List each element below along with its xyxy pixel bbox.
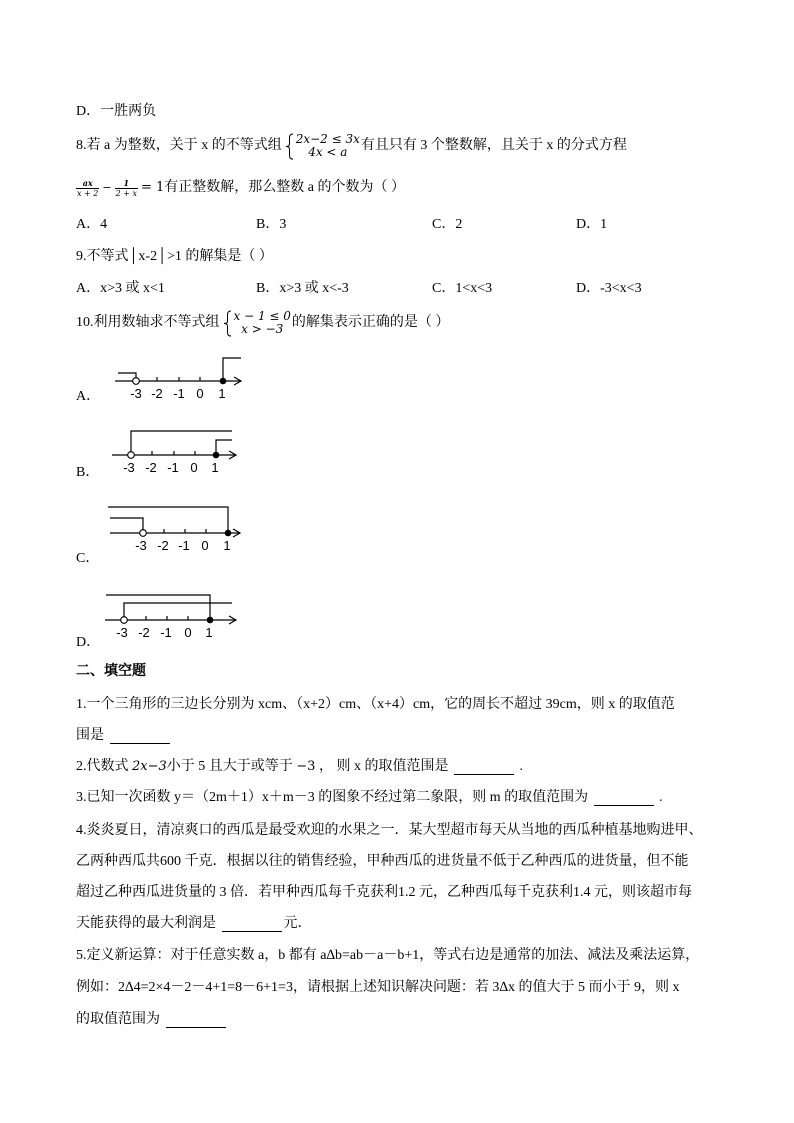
unit-text: 元． bbox=[283, 916, 312, 931]
system-line: x > −3 bbox=[241, 322, 284, 336]
tick-label: -1 bbox=[160, 625, 172, 640]
fill-q5-line3 bbox=[76, 1010, 228, 1030]
question-text: 3.已知一次函数 y＝（2m＋1）x＋m－3 的图象不经过第二象限，则 m 的取值范围为 bbox=[76, 790, 592, 805]
q10-tail-text: 的解集表示正确的是（ ） bbox=[291, 315, 450, 330]
solution-ray bbox=[216, 440, 232, 452]
fill-q3 bbox=[76, 788, 663, 808]
q9-stem bbox=[76, 247, 273, 267]
q8-inequality-system bbox=[296, 133, 360, 159]
open-endpoint bbox=[121, 617, 128, 624]
tick-label: -1 bbox=[167, 460, 179, 475]
tick-label: -1 bbox=[178, 538, 190, 553]
question-text: 的取值范围为 bbox=[76, 1012, 164, 1027]
fraction-numerator: 1 bbox=[123, 177, 130, 188]
tick-label: 1 bbox=[211, 460, 219, 475]
tick-label: 0 bbox=[196, 386, 204, 401]
fraction-denominator: x + 2 bbox=[77, 188, 99, 198]
q10-option-a-letter: A． bbox=[76, 389, 101, 404]
solution-ray bbox=[124, 603, 232, 617]
question-text: 4.炎炎夏日，清凉爽口的西瓜是最受欢迎的水果之一．某大型超市每天从当地的西瓜种植基地购进甲、 bbox=[76, 823, 703, 838]
fill-q1-line2 bbox=[76, 726, 172, 746]
solution-ray bbox=[110, 518, 143, 530]
fill-q4-line1 bbox=[76, 821, 703, 841]
q10-stem bbox=[76, 309, 449, 337]
system-line: 2x−2 ≤ 3x bbox=[295, 132, 360, 146]
q10-inequality-system bbox=[234, 310, 291, 336]
math-expression: 2x−3 bbox=[132, 759, 167, 774]
tick-label: -2 bbox=[138, 625, 150, 640]
question-text: ， 则 x 的取值范围是 bbox=[315, 759, 452, 774]
q9-option-a: A．x>3 或 x<1 bbox=[76, 281, 165, 296]
fill-q4-line2 bbox=[76, 852, 689, 872]
question-text: 2.代数式 bbox=[76, 759, 132, 774]
q10-option-c-letter: C． bbox=[76, 551, 100, 566]
fraction-denominator: 2 + x bbox=[115, 188, 137, 198]
tick-label: -3 bbox=[135, 538, 147, 553]
solution-ray bbox=[118, 373, 136, 378]
fraction-numerator: ax bbox=[82, 177, 93, 188]
option-text: D．一胜两负 bbox=[76, 104, 157, 119]
q8-after-system-text: 有且只有 3 个整数解，且关于 x 的分式方程 bbox=[360, 138, 627, 153]
q9-option-b: B．x>3 或 x<-3 bbox=[256, 281, 349, 296]
tick-label: -3 bbox=[130, 386, 142, 401]
q9-option-c: C．1<x<3 bbox=[432, 281, 493, 296]
equals-one: = 1 bbox=[141, 180, 165, 195]
tick-label: 0 bbox=[184, 625, 192, 640]
fill-q2 bbox=[76, 757, 523, 777]
answer-blank bbox=[110, 729, 170, 744]
tick-label: -1 bbox=[173, 386, 185, 401]
open-endpoint bbox=[140, 530, 147, 537]
q8-stem-line2 bbox=[76, 174, 405, 202]
system-brace bbox=[285, 133, 294, 160]
q8-option-c: C．2 bbox=[432, 217, 463, 232]
system-line: 4x < a bbox=[308, 145, 348, 159]
tick-label: 0 bbox=[201, 538, 209, 553]
q10-intro-text: 10.利用数轴求不等式组 bbox=[76, 315, 220, 330]
q9-option-d: D．-3<x<3 bbox=[576, 281, 642, 296]
question-text: 天能获得的最大利润是 bbox=[76, 916, 220, 931]
tick-label: -3 bbox=[116, 625, 128, 640]
q8-fraction-2 bbox=[115, 179, 138, 198]
question-end: . bbox=[515, 759, 523, 774]
question-text: 超过乙种西瓜进货量的 3 倍．若甲种西瓜每千克获利1.2 元，乙种西瓜每千克获利1.4 元，则该超市每 bbox=[76, 885, 692, 900]
question-text: 小于 5 且大于或等于 bbox=[166, 759, 297, 774]
q8-fraction-1 bbox=[76, 179, 99, 198]
tick-label: 1 bbox=[218, 386, 226, 401]
q9-stem-text: 9.不等式│x-2│>1 的解集是（ ） bbox=[76, 249, 273, 264]
tick-label: -3 bbox=[123, 460, 135, 475]
q8-option-b: B．3 bbox=[256, 217, 287, 232]
solution-ray bbox=[223, 358, 241, 378]
question-text: 乙两种西瓜共600 千克．根据以往的销售经验，甲种西瓜的进货量不低于乙种西瓜的进货量，但不能 bbox=[76, 854, 689, 869]
section-heading bbox=[76, 662, 146, 682]
number-line-option-c bbox=[104, 500, 244, 556]
q8-intro-text: 8.若 a 为整数，关于 x 的不等式组 bbox=[76, 138, 282, 153]
prev-question-option-d bbox=[76, 102, 156, 122]
q8-stem-line1 bbox=[76, 132, 627, 160]
math-value: −3 bbox=[296, 759, 316, 774]
tick-label: -2 bbox=[145, 460, 157, 475]
q8-tail-text: 有正整数解，那么整数 a 的个数为（ ） bbox=[164, 180, 406, 195]
number-line-option-a bbox=[110, 352, 250, 404]
fill-q4-line4 bbox=[76, 914, 312, 934]
fill-q5-line1 bbox=[76, 946, 699, 966]
answer-blank bbox=[166, 1013, 226, 1028]
number-line-option-b bbox=[108, 425, 240, 480]
fill-q5-line2 bbox=[76, 978, 680, 998]
tick-label: -2 bbox=[157, 538, 169, 553]
tick-label: 1 bbox=[223, 538, 231, 553]
fill-q4-line3 bbox=[76, 883, 692, 903]
solution-ray bbox=[106, 595, 210, 617]
system-line: x − 1 ≤ 0 bbox=[233, 309, 291, 323]
q8-option-d: D．1 bbox=[576, 217, 608, 232]
tick-label: 1 bbox=[205, 625, 213, 640]
closed-endpoint bbox=[225, 530, 232, 537]
closed-endpoint bbox=[213, 452, 220, 459]
question-text: 例如：2∆4=2×4－2－4+1=8－6+1=3，请根据上述知识解决问题：若 3∆x 的值大于 5 而小于 9，则 x bbox=[76, 980, 680, 995]
tick-label: 0 bbox=[190, 460, 198, 475]
question-end: . bbox=[655, 790, 663, 805]
closed-endpoint bbox=[220, 378, 227, 385]
closed-endpoint bbox=[207, 617, 214, 624]
q8-option-a: A．4 bbox=[76, 217, 108, 232]
solution-ray bbox=[131, 431, 232, 452]
section-heading-text: 二、填空题 bbox=[76, 664, 146, 679]
question-text: 5.定义新运算：对于任意实数 a，b 都有 a∆b=ab－a－b+1，等式右边是通常的加法、减法及乘法运算， bbox=[76, 948, 700, 963]
minus-sign: − bbox=[102, 181, 112, 194]
fill-q1-line1 bbox=[76, 695, 675, 715]
system-brace bbox=[223, 310, 232, 337]
answer-blank bbox=[454, 760, 514, 775]
answer-blank bbox=[222, 917, 282, 932]
question-text: 1.一个三角形的三边长分别为 xcm、（x+2）cm、（x+4）cm，它的周长不超过 39cm，则 x 的取值范 bbox=[76, 697, 675, 712]
answer-blank bbox=[594, 791, 654, 806]
q10-option-d-letter: D． bbox=[76, 635, 101, 650]
tick-label: -2 bbox=[151, 386, 163, 401]
number-line-option-d bbox=[100, 586, 240, 642]
open-endpoint bbox=[128, 452, 135, 459]
q10-option-b-letter: B． bbox=[76, 465, 100, 480]
open-endpoint bbox=[133, 378, 140, 385]
question-text: 围是 bbox=[76, 728, 108, 743]
